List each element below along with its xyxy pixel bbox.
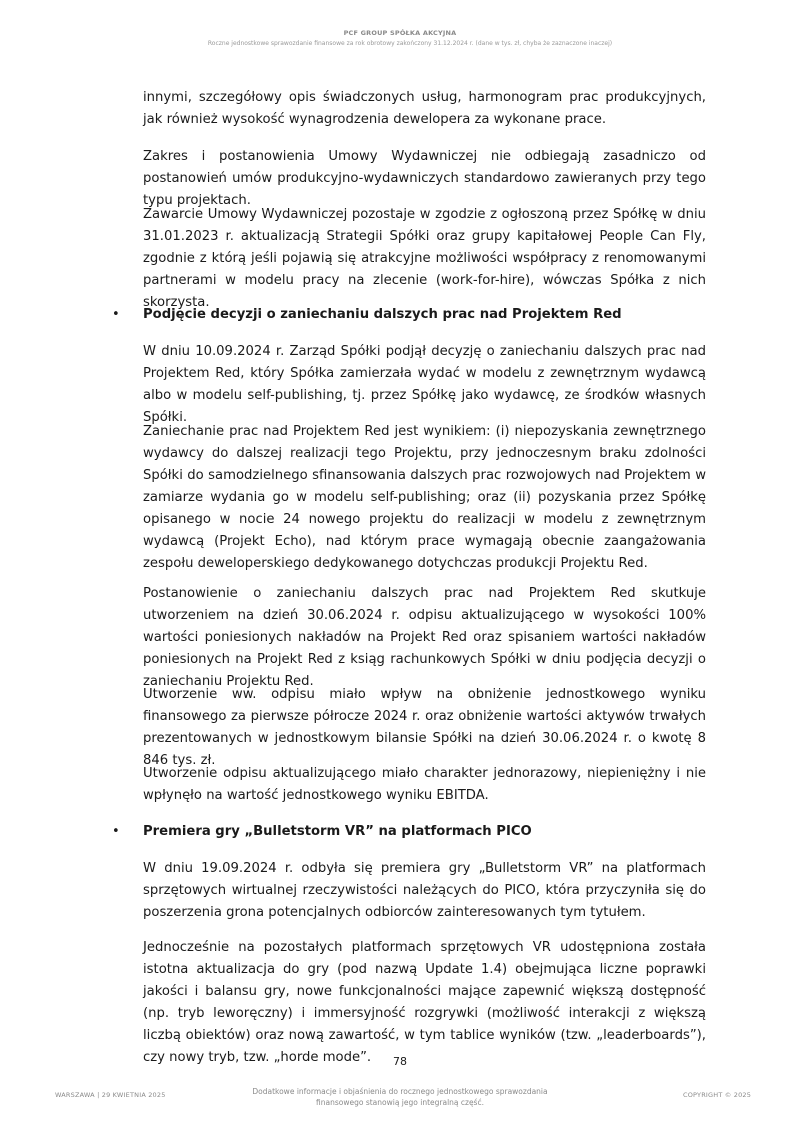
paragraph-agreement-terms: Zakres i postanowienia Umowy Wydawniczej nie odbiegają zasadniczo od postanowień umów produkcyjno-wydawniczych standardowo zawieranych przy tego typu projektach. — [143, 149, 706, 208]
paragraph-ebitda: Utworzenie odpisu aktualizującego miało charakter jednorazowy, niepieniężny i nie wpłynęło na wartość jednostkowego wyniku EBITDA. — [143, 766, 706, 803]
footer-copyright: COPYRIGHT © 2025 — [683, 1091, 752, 1099]
section-heading-text: Podjęcie decyzji o zaniechaniu dalszych prac nad Projektem Red — [143, 307, 622, 322]
page-header — [0, 29, 800, 48]
section-heading-bulletstorm — [0, 821, 800, 843]
footer-note: Dodatkowe informacje i objaśnienia do rocznego jednostkowego sprawozdania finansowego stanowią jego integralną część. — [252, 1087, 548, 1107]
paragraph-write-down: Postanowienie o zaniechaniu dalszych prac nad Projektem Red skutkuje utworzeniem na dzień 30.06.2024 r. odpisu aktualizującego w wysokości 100% wartości poniesionych nakładów na Projekt Red oraz spisaniem wartości nakładów poniesionych na Projekt Red z ksiąg rachunkowych Spółki w dniu podjęcia decyzji o zaniechaniu Projektu Red. — [143, 586, 706, 689]
bullet-icon: • — [112, 307, 120, 322]
paragraph-project-red-decision: W dniu 10.09.2024 r. Zarząd Spółki podjął decyzję o zaniechaniu dalszych prac nad Projektem Red, który Spółka zamierzała wydać w modelu z zewnętrznym wydawcą albo w modelu self-publishing, tj. przez Spółkę jako wydawcę, ze środków własnych Spółki. — [143, 344, 706, 425]
paragraph-write-down-impact: Utworzenie ww. odpisu miało wpływ na obniżenie jednostkowego wyniku finansowego za pierwsze półrocze 2024 r. oraz obniżenie wartości aktywów trwałych prezentowanych w jednostkowym bilansie Spółki na dzień 30.06.2024 r. o kwotę 8 846 tys. zł. — [143, 687, 706, 768]
paragraph-publishing-agreement-scope: innymi, szczegółowy opis świadczonych usług, harmonogram prac produkcyjnych, jak również wysokość wynagrodzenia dewelopera za wykonane prace. — [143, 90, 706, 127]
paragraph-strategy-compliance: Zawarcie Umowy Wydawniczej pozostaje w zgodzie z ogłoszoną przez Spółkę w dniu 31.01.2023 r. aktualizacją Strategii Spółki oraz grupy kapitałowej People Can Fly, zgodnie z którą jeśli pojawią się atrakcyjne możliwości współpracy z renomowanymi partnerami w modelu pracy na zlecenie (work-for-hire), wówczas Spółka z nich skorzysta. — [143, 207, 706, 310]
paragraph-update-1-4: Jednocześnie na pozostałych platformach sprzętowych VR udostępniona została istotna aktualizacja do gry (pod nazwą Update 1.4) obejmująca liczne poprawki jakości i balansu gry, nowe funkcjonalności mające zapewnić większą dostępność (np. tryb leworęczny) i immersyjność rozgrywki (możliwość interakcji z większą liczbą obiektów) oraz nową zawartość, w tym tablice wyników (tzw. „leaderboards”), czy nowy tryb, tzw. „horde mode”. — [143, 940, 706, 1065]
paragraph-bulletstorm-premiere: W dniu 19.09.2024 r. odbyła się premiera gry „Bulletstorm VR” na platformach sprzętowych wirtualnej rzeczywistości należących do PICO, która przyczyniła się do poszerzenia grona potencjalnych odbiorców zainteresowanych tym tytułem. — [143, 861, 706, 920]
bullet-icon: • — [112, 824, 120, 839]
paragraph-project-red-reasons: Zaniechanie prac nad Projektem Red jest wynikiem: (i) niepozyskania zewnętrznego wydawcy do dalszej realizacji tego Projektu, przy jednoczesnym braku zdolności Spółki do samodzielnego sfinansowania dalszych prac rozwojowych nad Projektem w zamiarze wydania go w modelu self-publishing; oraz (ii) pozyskania przez Spółkę opisanego w nocie 24 nowego projektu do realizacji w modelu z zewnętrznym wydawcą (Projekt Echo), nad którym prace wymagają obecnie zaangażowania zespołu deweloperskiego dedykowanego dotychczas produkcji Projektu Red. — [143, 424, 706, 571]
section-heading-text: Premiera gry „Bulletstorm VR” na platformach PICO — [143, 824, 532, 839]
footer-location-date: WARSZAWA | 29 KWIETNIA 2025 — [55, 1091, 166, 1099]
section-heading-project-red — [0, 304, 800, 326]
company-name: PCF GROUP SPÓŁKA AKCYJNA — [343, 29, 457, 37]
page-number: 78 — [393, 1055, 407, 1068]
report-subtitle: Roczne jednostkowe sprawozdanie finansowe za rok obrotowy zakończony 31.12.2024 r. (dane w tys. zł, chyba że zaznaczone inaczej) — [207, 40, 613, 47]
